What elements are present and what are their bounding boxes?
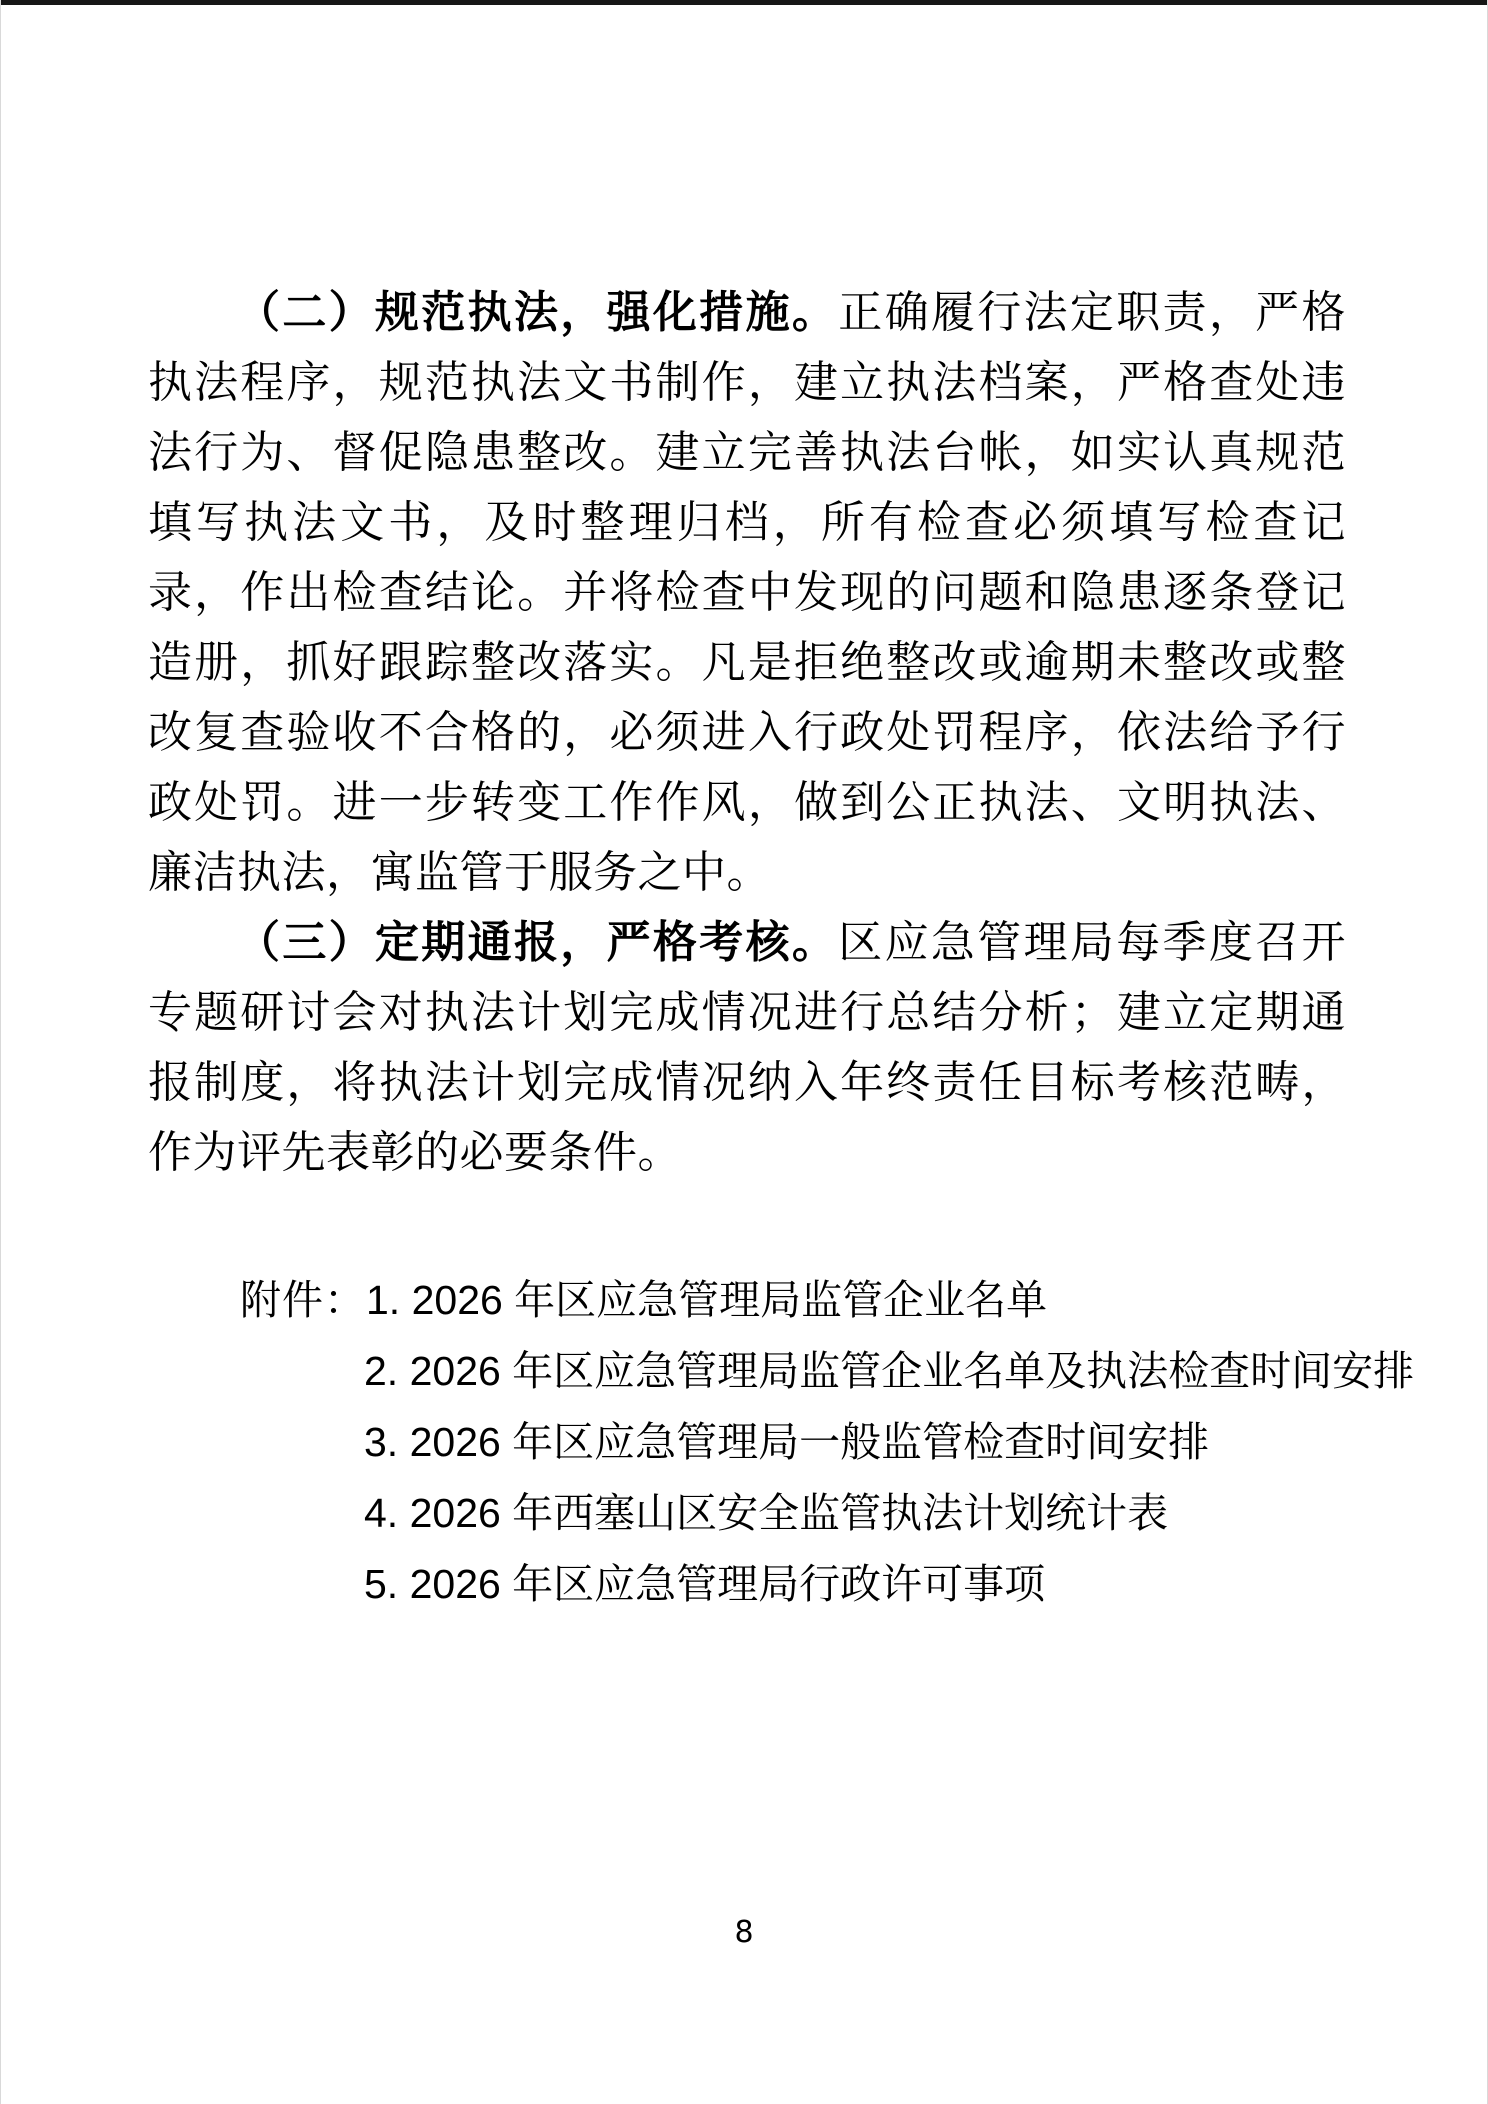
attachment-item-5: 5. 2026 年区应急管理局行政许可事项 (364, 1561, 1046, 1607)
attachment-item-3: 3. 2026 年区应急管理局一般监管检查时间安排 (364, 1419, 1210, 1465)
document-body (148, 278, 1415, 1620)
attachments-label: 附件： (240, 1277, 366, 1323)
attachment-item-1: 1. 2026 年区应急管理局监管企业名单 (366, 1277, 1048, 1323)
attachment-line-1 (240, 1265, 1346, 1336)
paragraph-2-text: 正确履行法定职责，严格执法程序，规范执法文书制作，建立执法档案，严格查处违法行为、督促隐患整改。建立完善执法台帐，如实认真规范填写执法文书，及时整理归档，所有检查必须填写检查记录，作出检查结论。并将检查中发现的问题和隐患逐条登记造册，抓好跟踪整改落实。凡是拒绝整改或逾期未整改或整改复查验收不合格的，必须进入行政处罚程序，依法给予行政处罚。进一步转变工作作风，做到公正执法、文明执法、廉洁执法，寓监管于服务之中。 (148, 288, 1347, 897)
page-number: 8 (734, 1915, 754, 1950)
paragraph-3-text: 区应急管理局每季度召开专题研讨会对执法计划完成情况进行总结分析；建立定期通报制度，将执法计划完成情况纳入年终责任目标考核范畴，作为评先表彰的必要条件。 (148, 918, 1347, 1177)
attachment-item-2: 2. 2026 年区应急管理局监管企业名单及执法检查时间安排 (364, 1348, 1415, 1394)
scan-edge-left (0, 0, 1, 2104)
attachments-list (148, 1265, 1415, 1620)
paragraph-2 (148, 278, 1346, 908)
attachment-item-4: 4. 2026 年西塞山区安全监管执法计划统计表 (364, 1490, 1169, 1536)
paragraph-2-heading: （二）规范执法，强化措施。 (236, 288, 839, 337)
paragraph-3 (148, 908, 1346, 1188)
paragraph-3-heading: （三）定期通报，严格考核。 (236, 918, 839, 967)
scan-edge-top (0, 0, 1488, 5)
